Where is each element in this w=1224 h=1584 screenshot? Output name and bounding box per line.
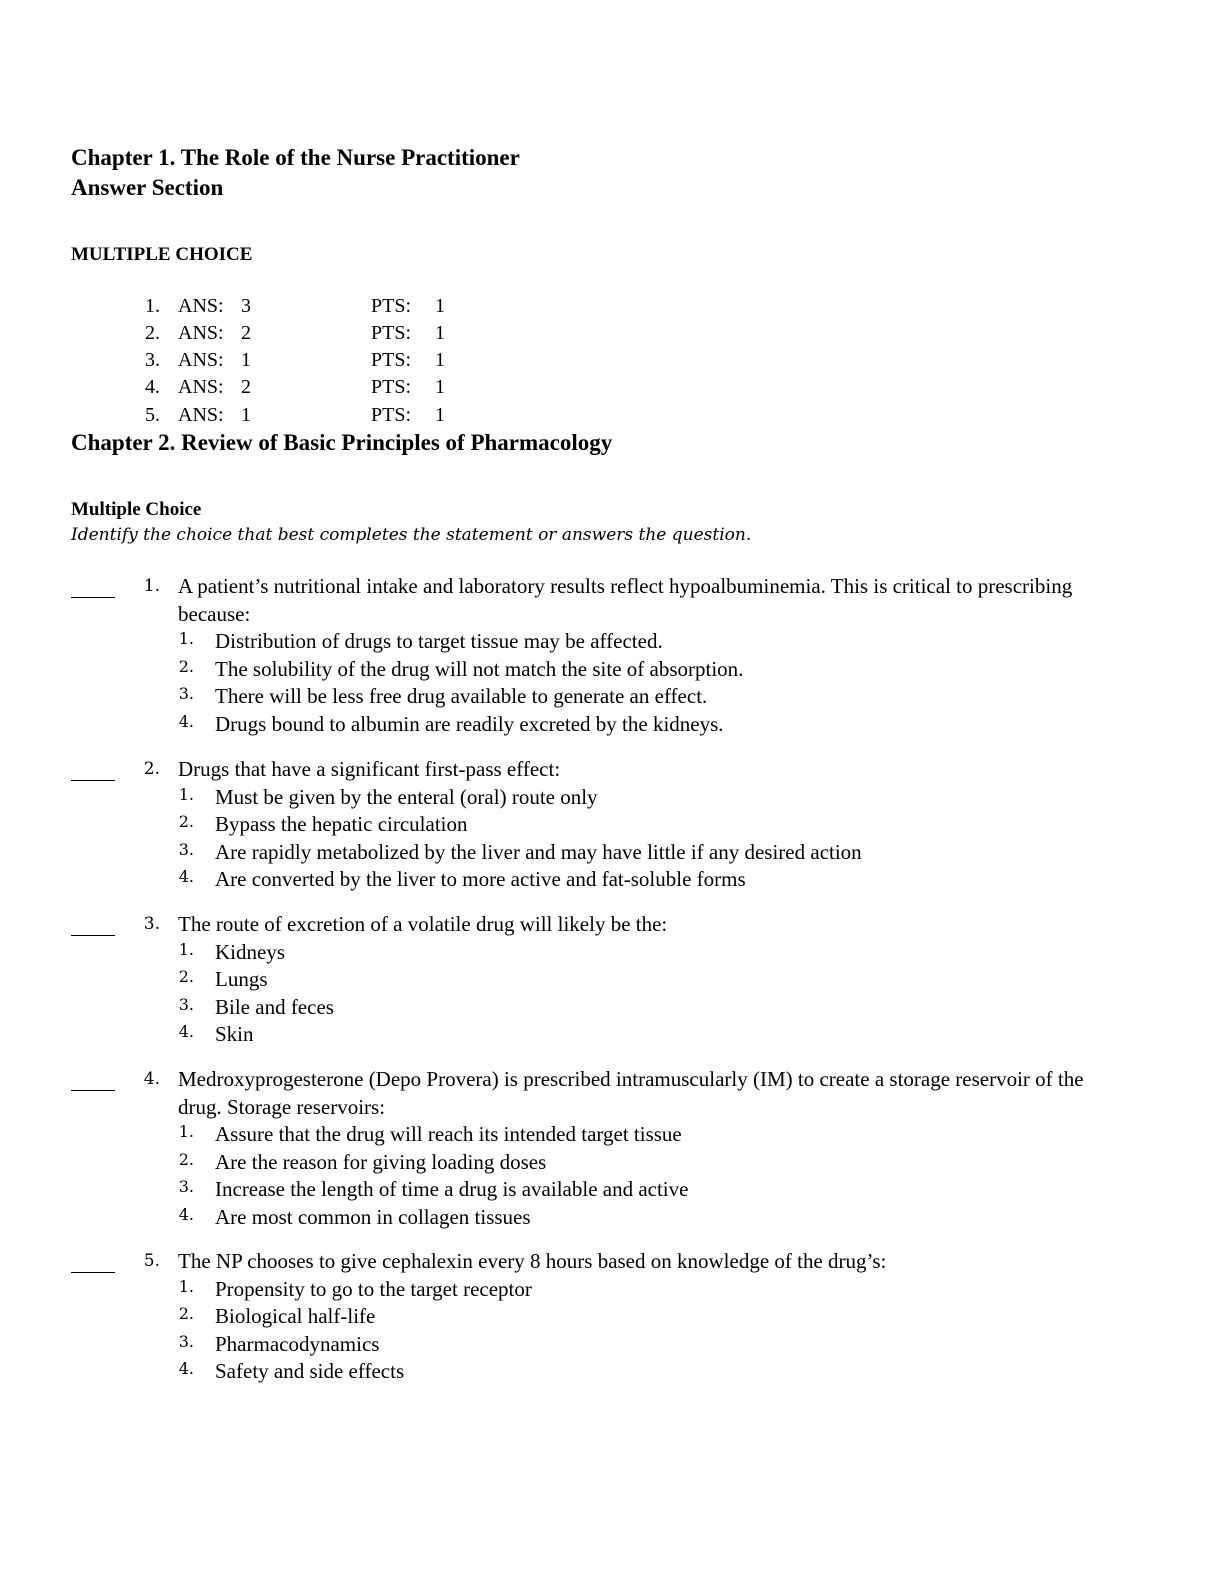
answer-option — [0, 1331, 1224, 1359]
ans-value: 2 — [241, 376, 251, 398]
chapter-2-title: Chapter 2. Review of Basic Principles of Pharmacology — [71, 430, 613, 455]
answer-option — [0, 1358, 1224, 1386]
question-stem: Medroxyprogesterone (Depo Provera) is prescribed intramuscularly (IM) to create a storage reservoir of the drug. Storage reservoirs: — [178, 1067, 1084, 1119]
answer-blank[interactable] — [71, 1248, 115, 1273]
pts-value: 1 — [435, 295, 445, 317]
question-number: 4. — [143, 1069, 160, 1089]
pts-value: 1 — [435, 349, 445, 371]
option-text: Safety and side effects — [215, 1359, 405, 1383]
answer-blank[interactable] — [71, 573, 115, 598]
option-text: Are the reason for giving loading doses — [215, 1149, 547, 1174]
question-stem: A patient’s nutritional intake and laboratory results reflect hypoalbuminemia. This is critical to prescribing because: — [178, 574, 1073, 626]
ans-value: 1 — [241, 349, 251, 371]
pts-value: 1 — [435, 322, 445, 344]
ans-value: 3 — [241, 295, 251, 317]
answer-option — [0, 1149, 1224, 1177]
option-number: 4. — [178, 1022, 194, 1041]
answer-section-title: Answer Section — [71, 175, 224, 200]
answer-option — [0, 1021, 1224, 1049]
option-number: 3. — [178, 839, 194, 859]
ans-label: ANS: — [178, 322, 224, 344]
option-number: 1. — [178, 1122, 194, 1141]
answer-option — [0, 866, 1224, 894]
question-number: 5. — [143, 1251, 160, 1271]
question-stem: Drugs that have a significant first-pass effect: — [178, 757, 561, 781]
answer-option — [0, 966, 1224, 994]
ans-label: ANS: — [178, 349, 224, 371]
answer-option — [0, 939, 1224, 967]
option-text: Bypass the hepatic circulation — [215, 812, 468, 836]
option-text: The solubility of the drug will not match the site of absorption. — [215, 656, 744, 681]
option-text: Skin — [215, 1022, 254, 1046]
answer-option — [0, 1303, 1224, 1331]
ans-label: ANS: — [178, 295, 224, 317]
pts-label: PTS: — [371, 404, 412, 426]
option-number: 2. — [178, 656, 194, 676]
option-number: 3. — [178, 684, 194, 703]
pts-label: PTS: — [371, 349, 412, 371]
option-text: Bile and feces — [215, 994, 334, 1019]
answer-option — [0, 1176, 1224, 1204]
option-number: 4. — [178, 1204, 194, 1224]
answer-option — [0, 1121, 1224, 1149]
ans-label: ANS: — [178, 404, 224, 426]
option-text: There will be less free drug available to generate an effect. — [215, 684, 708, 708]
pts-label: PTS: — [371, 295, 412, 317]
answer-option — [0, 711, 1224, 739]
option-number: 1. — [178, 629, 194, 648]
option-number: 2. — [178, 812, 194, 831]
answer-option — [0, 656, 1224, 684]
question-number: 3. — [143, 914, 160, 934]
option-number: 2. — [178, 967, 194, 986]
question-number: 2. — [143, 759, 160, 779]
answer-option — [0, 683, 1224, 711]
option-text: Assure that the drug will reach its intended target tissue — [215, 1122, 682, 1146]
option-text: Kidneys — [215, 939, 285, 964]
answer-blank[interactable] — [71, 1066, 115, 1091]
answer-blank[interactable] — [71, 911, 115, 936]
ans-label: ANS: — [178, 376, 224, 398]
option-number: 1. — [178, 939, 194, 959]
option-text: Biological half-life — [215, 1304, 376, 1328]
pts-label: PTS: — [371, 322, 412, 344]
instructions-text: Identify the choice that best completes the statement or answers the question. — [71, 525, 752, 545]
question-stem: The route of excretion of a volatile drug will likely be the: — [178, 912, 668, 936]
ans-value: 2 — [241, 322, 251, 344]
option-number: 1. — [178, 784, 194, 804]
question-number: 1. — [143, 576, 160, 596]
pts-value: 1 — [435, 376, 445, 398]
option-number: 4. — [178, 867, 194, 886]
option-text: Are most common in collagen tissues — [215, 1204, 531, 1229]
answer-option — [0, 1204, 1224, 1232]
answer-number: 2. — [145, 322, 160, 344]
ans-value: 1 — [241, 404, 251, 426]
answer-option — [0, 628, 1224, 656]
answer-option — [0, 994, 1224, 1022]
pts-value: 1 — [435, 404, 445, 426]
answer-option — [0, 784, 1224, 812]
option-text: Propensity to go to the target receptor — [215, 1276, 532, 1301]
answer-number: 1. — [145, 295, 160, 317]
chapter-1-title: Chapter 1. The Role of the Nurse Practitioner — [71, 145, 520, 170]
option-text: Increase the length of time a drug is available and active — [215, 1177, 689, 1201]
option-text: Pharmacodynamics — [215, 1331, 380, 1356]
pts-label: PTS: — [371, 376, 412, 398]
question-stem: The NP chooses to give cephalexin every 8 hours based on knowledge of the drug’s: — [178, 1249, 887, 1273]
option-text: Are rapidly metabolized by the liver and may have little if any desired action — [215, 839, 862, 864]
answer-number: 5. — [145, 404, 160, 426]
multiple-choice-heading: MULTIPLE CHOICE — [71, 244, 253, 265]
option-text: Drugs bound to albumin are readily excreted by the kidneys. — [215, 711, 724, 736]
option-number: 3. — [178, 1177, 194, 1196]
answer-number: 3. — [145, 349, 160, 371]
answer-option — [0, 839, 1224, 867]
multiple-choice-subheading: Multiple Choice — [71, 499, 202, 520]
answer-number: 4. — [145, 376, 160, 398]
option-text: Must be given by the enteral (oral) route only — [215, 784, 598, 809]
answer-option — [0, 811, 1224, 839]
option-text: Are converted by the liver to more active and fat-soluble forms — [215, 867, 746, 891]
option-number: 4. — [178, 1359, 194, 1378]
option-text: Distribution of drugs to target tissue may be affected. — [215, 629, 663, 653]
option-number: 1. — [178, 1276, 194, 1296]
option-number: 2. — [178, 1304, 194, 1323]
option-number: 2. — [178, 1149, 194, 1169]
option-number: 4. — [178, 711, 194, 731]
option-number: 3. — [178, 1331, 194, 1351]
option-number: 3. — [178, 994, 194, 1014]
option-text: Lungs — [215, 967, 268, 991]
answer-blank[interactable] — [71, 756, 115, 781]
answer-option — [0, 1276, 1224, 1304]
